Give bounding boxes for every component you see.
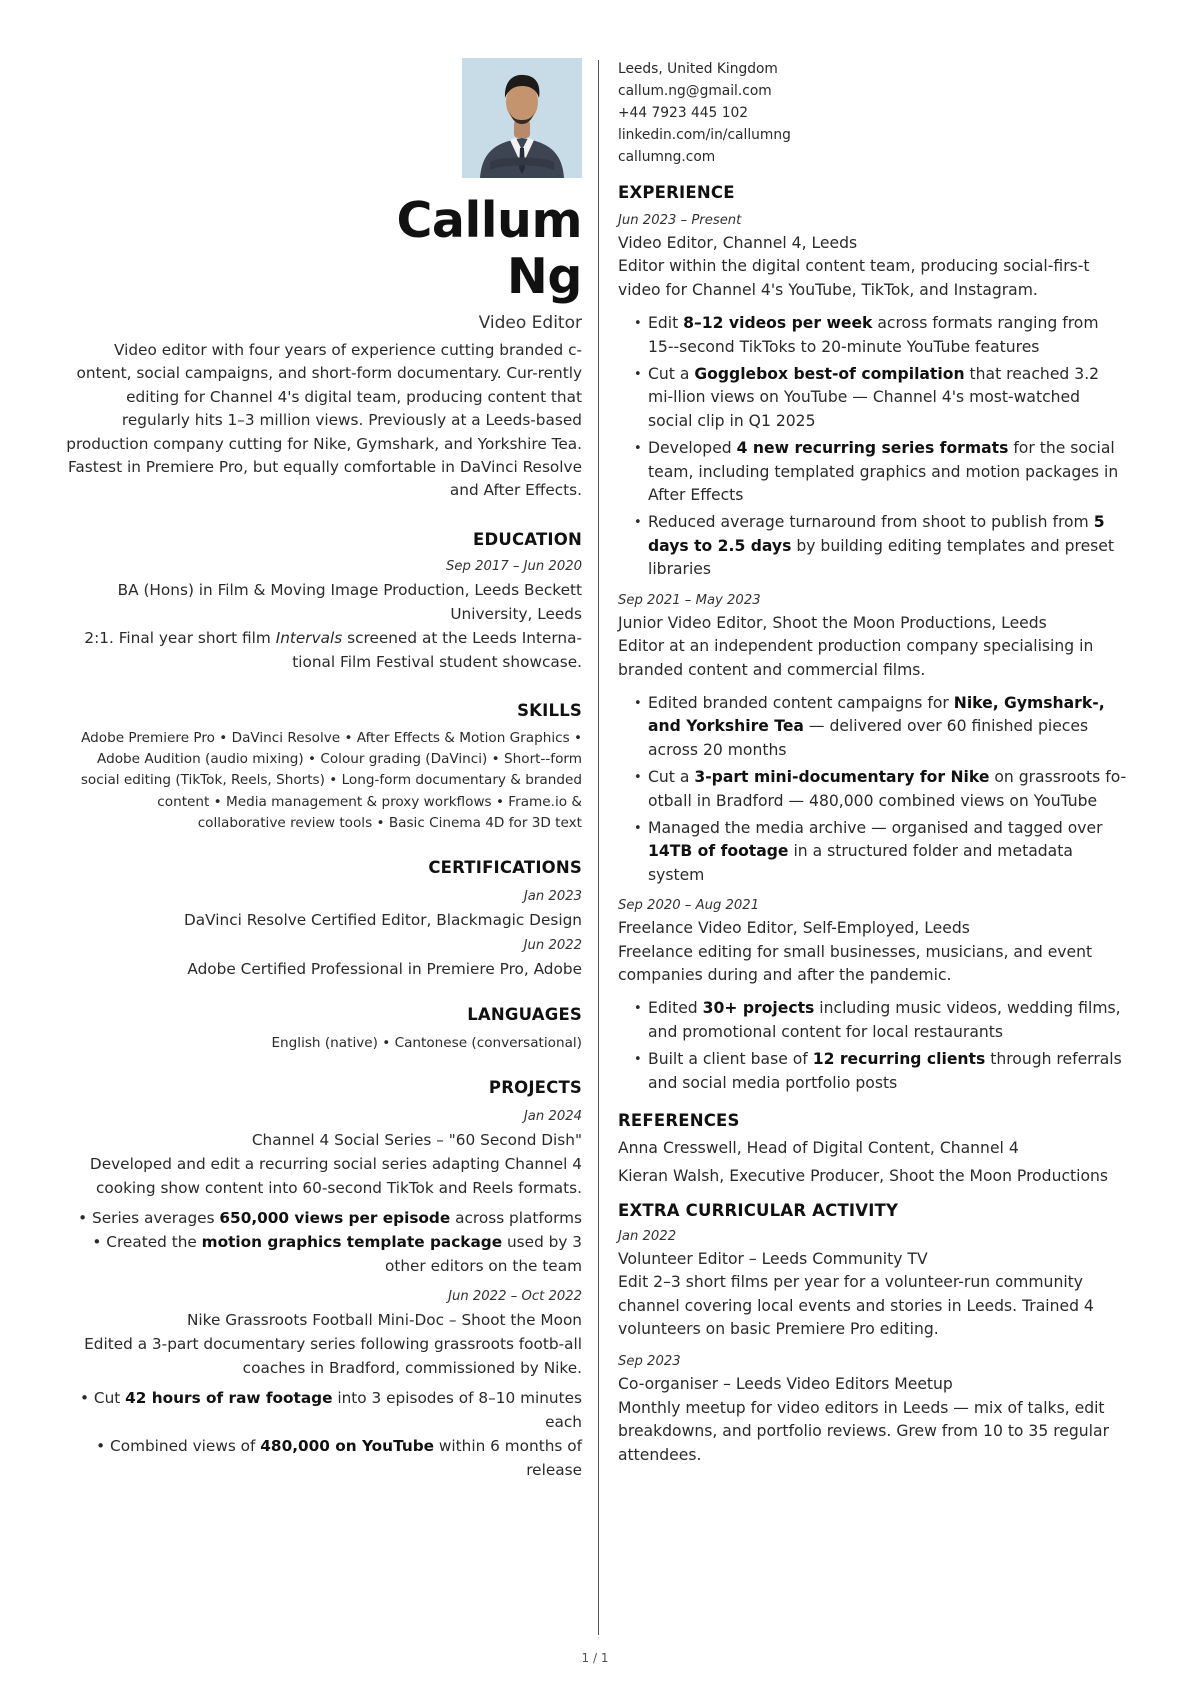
job-date: Jun 2023 – Present <box>618 213 742 228</box>
job-bullet-text: in a structured folder and metadata system <box>648 842 1073 884</box>
job-bullets <box>618 692 1128 887</box>
job-bullet <box>634 437 1128 507</box>
job-bullet-text: that reached 3.2 mi-llion views on YouTube — Channel 4's most-watched social clip in Q1 2025 <box>648 365 1100 430</box>
project-bullet-text: • Combined views of <box>96 1436 261 1455</box>
project-bullet-text: used by 3 other editors on the team <box>384 1232 582 1275</box>
job-bullet <box>634 363 1128 433</box>
education-detail-film: Intervals <box>275 628 343 647</box>
activity-role: Co-organiser – Leeds Video Editors Meetup <box>618 1375 953 1394</box>
contact-linkedin[interactable]: linkedin.com/in/callumng <box>618 127 791 143</box>
contact-block <box>618 58 1128 168</box>
skills-list: Adobe Premiere Pro • DaVinci Resolve • After Effects & Motion Graphics • Adobe Audition (audio mixing) • Colour grading (DaVinci) • Short--form social editing (TikTok, Reels, Shorts) • Long-form documentary & branded content • Media management & proxy workflows • Frame.io & collaborative review tools • Basic Cinema 4D for 3D text <box>80 729 582 832</box>
job-bullet-highlight: 14TB of footage <box>648 842 789 861</box>
job-bullet-highlight: 12 recurring clients <box>812 1050 986 1069</box>
candidate-name-first: Callum <box>396 192 582 249</box>
job-bullet-text: on grassroots fo-otball in Bradford — 480,000 combined views on YouTube <box>648 768 1127 810</box>
job-description: Freelance editing for small businesses, musicians, and event companies during and after the pandemic. <box>618 942 1093 984</box>
contact-phone[interactable]: +44 7923 445 102 <box>618 105 749 121</box>
project-bullet <box>66 1230 582 1278</box>
job-bullet-text: Built a client base of <box>648 1050 813 1069</box>
certification-name: DaVinci Resolve Certified Editor, Blackmagic Design <box>184 911 582 930</box>
project-bullet-highlight: 42 hours of raw footage <box>125 1388 333 1407</box>
activity-date: Jan 2022 <box>618 1228 677 1244</box>
project-name: Nike Grassroots Football Mini-Doc – Shoot the Moon <box>186 1310 582 1329</box>
job-bullet-text: including music videos, wedding films, and promotional content for local restaurants <box>648 999 1121 1041</box>
summary-text: Video editor with four years of experience cutting branded c-ontent, social campaigns, and short-form documentary. Cur-rently editing for Channel 4's digital team, producing content that regularly hits 1–3 million views. Previously at a Leeds-based production company cutting for Nike, Gymshark, and Yorkshire Tea. Fastest in Premiere Pro, but equally comfortable in DaVinci Resolve and After Effects. <box>66 341 582 500</box>
profile-photo-portrait <box>462 58 582 178</box>
project-bullet-text: • Series averages <box>78 1208 220 1227</box>
job-bullet-highlight: Nike, Gymshark-, and Yorkshire Tea <box>648 693 1105 736</box>
job-bullet-text: across formats ranging from 15--second TikToks to 20-minute YouTube features <box>648 314 1099 356</box>
job-bullet-highlight: 5 days to 2.5 days <box>648 513 1105 555</box>
profile-photo <box>462 58 582 178</box>
activity-description: Edit 2–3 short films per year for a volunteer-run community channel covering local events and stories in Leeds. Trained 4 volunteers on basic Premiere Pro editing. <box>618 1273 1094 1339</box>
job-bullet-text: Cut a <box>648 365 695 384</box>
job-bullet-text: Developed <box>648 439 737 458</box>
projects-heading: PROJECTS <box>488 1077 582 1097</box>
job-date: Sep 2020 – Aug 2021 <box>618 898 760 914</box>
skills-heading: SKILLS <box>517 700 582 720</box>
job-bullet-text: Edit <box>648 314 684 333</box>
job-bullet-text: through referrals and social media portfolio posts <box>648 1050 1122 1092</box>
project-description: Developed and edit a recurring social series adapting Channel 4 cooking show content into 60-second TikTok and Reels formats. <box>89 1154 582 1197</box>
project-bullet-highlight: 650,000 views per episode <box>219 1208 451 1227</box>
candidate-name-last: Ng <box>506 248 582 305</box>
left-column <box>66 58 582 1482</box>
job-bullet-text: Reduced average turnaround from shoot to publish from <box>648 513 1094 532</box>
reference-item: Anna Cresswell, Head of Digital Content, Channel 4 <box>618 1139 1019 1157</box>
project-bullet-highlight: motion graphics template package <box>201 1232 503 1251</box>
project-bullet-text: into 3 episodes of 8–10 minutes each <box>332 1388 582 1431</box>
job-bullet-text: Cut a <box>648 768 695 787</box>
project-date: Jun 2022 – Oct 2022 <box>448 1288 582 1304</box>
education-date: Sep 2017 – Jun 2020 <box>446 558 582 574</box>
job-bullet <box>634 997 1128 1044</box>
job-bullet <box>634 817 1128 887</box>
certification-date: Jun 2022 <box>523 938 582 954</box>
activity-description: Monthly meetup for video editors in Leeds — mix of talks, edit breakdowns, and portfolio reviews. Grew from 10 to 35 regular attendees. <box>618 1398 1109 1464</box>
extracurricular-heading: EXTRA CURRICULAR ACTIVITY <box>618 1200 899 1220</box>
project-bullet <box>66 1434 582 1482</box>
job-bullet-text: Managed the media archive — organised and tagged over <box>648 818 1103 837</box>
project-bullet-text: • Created the <box>92 1232 202 1251</box>
job-bullet-highlight: Gogglebox best-of compilation <box>694 365 965 384</box>
project-bullet <box>66 1386 582 1434</box>
education-detail <box>66 626 582 674</box>
project-bullet-text: • Cut <box>80 1388 126 1407</box>
education-heading: EDUCATION <box>473 529 582 549</box>
job-description: Editor within the digital content team, producing social-firs-t video for Channel 4's YouTube, TikTok, and Instagram. <box>618 257 1090 299</box>
job-bullet <box>634 692 1128 762</box>
candidate-title: Video Editor <box>478 313 582 333</box>
reference-item: Kieran Walsh, Executive Producer, Shoot the Moon Productions <box>618 1167 1109 1186</box>
job-bullets <box>618 312 1128 581</box>
project-bullet-text: across platforms <box>450 1208 582 1227</box>
job-description: Editor at an independent production company specialising in branded content and commercial films. <box>618 637 1094 679</box>
activity-date: Sep 2023 <box>618 1354 681 1370</box>
job-bullet <box>634 511 1128 581</box>
education-detail-post: screened at the Leeds Interna-tional Film Festival student showcase. <box>292 628 582 671</box>
job-bullet-highlight: 8–12 videos per week <box>683 314 873 333</box>
certification-name: Adobe Certified Professional in Premiere Pro, Adobe <box>187 960 582 979</box>
project-date: Jan 2024 <box>523 1108 582 1124</box>
experience-heading: EXPERIENCE <box>618 183 735 202</box>
project-bullet <box>66 1206 582 1230</box>
contact-website[interactable]: callumng.com <box>618 149 716 165</box>
job-bullet <box>634 312 1128 359</box>
references-heading: REFERENCES <box>618 1111 740 1130</box>
column-divider <box>598 60 599 1635</box>
project-description: Edited a 3-part documentary series following grassroots footb-all coaches in Bradford, commissioned by Nike. <box>84 1334 582 1377</box>
languages-heading: LANGUAGES <box>467 1005 582 1025</box>
job-bullet <box>634 1048 1128 1095</box>
languages-list: English (native) • Cantonese (conversational) <box>271 1035 582 1052</box>
job-role: Junior Video Editor, Shoot the Moon Productions, Leeds <box>618 613 1047 632</box>
job-bullet-text: Edited <box>648 999 703 1018</box>
right-column <box>618 58 1128 1467</box>
project-bullet-text: within 6 months of release <box>434 1436 582 1479</box>
job-role: Video Editor, Channel 4, Leeds <box>618 234 858 252</box>
certifications-heading: CERTIFICATIONS <box>428 858 582 878</box>
job-bullet-text: by building editing templates and preset libraries <box>648 536 1115 579</box>
page-number: 1 / 1 <box>581 1651 609 1665</box>
activity-role: Volunteer Editor – Leeds Community TV <box>618 1249 928 1268</box>
job-date: Sep 2021 – May 2023 <box>618 592 761 608</box>
job-bullet <box>634 766 1128 813</box>
job-bullet-highlight: 30+ projects <box>702 999 815 1018</box>
education-degree: BA (Hons) in Film & Moving Image Production, Leeds Beckett University, Leeds <box>117 580 582 623</box>
job-bullet-highlight: 3-part mini-documentary for Nike <box>694 768 990 787</box>
project-bullet-highlight: 480,000 on YouTube <box>260 1436 435 1455</box>
contact-email[interactable]: callum.ng@gmail.com <box>618 83 772 99</box>
job-bullet-text: Edited branded content campaigns for <box>648 693 954 712</box>
job-bullets <box>618 997 1128 1095</box>
job-bullet-text: for the social team, including templated graphics and motion packages in After Effects <box>648 439 1119 505</box>
contact-location: Leeds, United Kingdom <box>618 61 778 77</box>
certification-date: Jan 2023 <box>523 889 582 905</box>
job-bullet-text: — delivered over 60 finished pieces across 20 months <box>648 717 1089 759</box>
education-detail-pre: 2:1. Final year short film <box>84 628 276 647</box>
job-bullet-highlight: 4 new recurring series formats <box>736 439 1009 458</box>
job-role: Freelance Video Editor, Self-Employed, Leeds <box>618 919 970 938</box>
project-name: Channel 4 Social Series – "60 Second Dish" <box>251 1130 582 1149</box>
